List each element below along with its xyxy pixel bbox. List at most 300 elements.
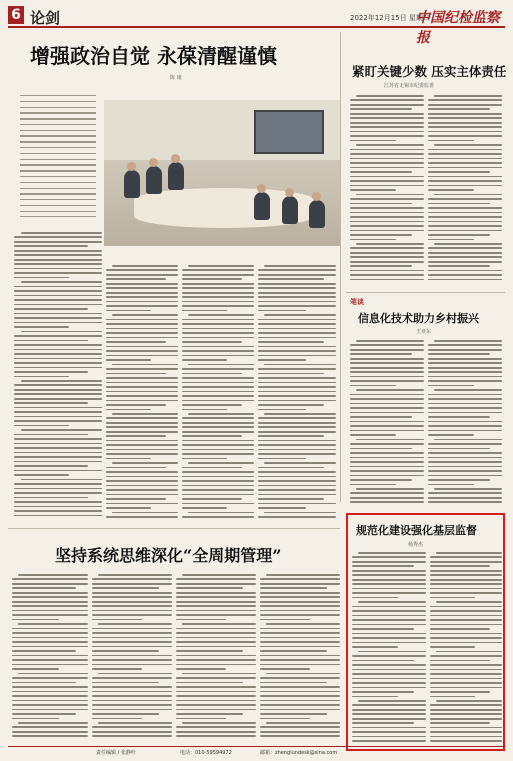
meeting-photo [104, 100, 340, 246]
text-line [182, 382, 254, 384]
text-line [356, 144, 424, 146]
text-line [266, 623, 340, 625]
text-line [428, 135, 502, 137]
pull-quote [20, 95, 96, 217]
page-footer [8, 746, 505, 758]
text-line [176, 605, 256, 607]
text-line [260, 646, 340, 648]
text-line [350, 484, 396, 486]
text-line [428, 448, 490, 450]
text-line [352, 704, 426, 706]
text-line [352, 565, 414, 567]
text-line [92, 700, 172, 702]
text-line [428, 153, 502, 155]
text-line [428, 256, 502, 258]
article-1-body [106, 265, 178, 522]
text-line [428, 461, 502, 463]
text-line [258, 332, 336, 334]
text-line [258, 323, 336, 325]
text-line [20, 112, 96, 113]
text-line [112, 314, 178, 316]
text-line [430, 736, 502, 738]
text-line [20, 124, 96, 125]
text-line [258, 319, 336, 321]
text-line [182, 377, 254, 379]
text-line [182, 373, 242, 375]
text-line [430, 678, 502, 680]
text-line [266, 673, 340, 675]
text-line [182, 400, 254, 402]
text-line [350, 371, 424, 373]
text-line [14, 250, 102, 252]
text-line [92, 718, 142, 720]
text-line [106, 391, 178, 393]
text-line [430, 597, 475, 599]
text-line [14, 492, 102, 494]
text-line [434, 144, 502, 146]
text-line [14, 488, 102, 490]
text-line [428, 385, 474, 387]
text-line [260, 596, 340, 598]
article-2-body [428, 95, 502, 287]
text-line [428, 99, 502, 101]
article-1-title: 增强政治自觉 永葆清醒谨慎 [30, 44, 277, 68]
text-line [14, 443, 102, 445]
text-line [428, 403, 502, 405]
text-line [350, 239, 396, 241]
text-line [106, 359, 151, 361]
text-line [92, 650, 159, 652]
text-line [350, 443, 424, 445]
text-line [352, 646, 398, 648]
text-line [12, 677, 88, 679]
issue-date: 2022年12月15日 星期四 [350, 14, 430, 22]
text-line [12, 691, 88, 693]
text-line [92, 735, 172, 737]
text-line [428, 104, 502, 106]
text-line [106, 328, 178, 330]
text-line [12, 650, 76, 652]
text-line [92, 695, 172, 697]
page-number: 6 [8, 6, 24, 24]
text-line [182, 368, 254, 370]
text-line [182, 417, 254, 419]
text-line [106, 310, 151, 312]
text-line [176, 682, 243, 684]
text-line [356, 340, 424, 342]
text-line [428, 149, 502, 151]
article-5-body [430, 552, 502, 746]
text-line [260, 682, 327, 684]
text-line [258, 341, 324, 343]
text-line [430, 664, 502, 666]
text-line [352, 713, 426, 715]
text-line [14, 506, 102, 508]
text-line [260, 655, 340, 657]
text-line [92, 682, 159, 684]
text-line [258, 274, 336, 276]
text-line [106, 283, 178, 285]
text-line [356, 488, 424, 490]
text-line [258, 377, 336, 379]
text-line [182, 722, 256, 724]
text-line [182, 350, 254, 352]
text-line [12, 668, 59, 670]
text-line [352, 669, 426, 671]
text-line [430, 669, 502, 671]
text-line [350, 358, 424, 360]
text-line [352, 682, 426, 684]
text-line [428, 425, 502, 427]
text-line [428, 421, 502, 423]
text-line [358, 651, 426, 653]
text-line [12, 601, 88, 603]
text-line [350, 234, 412, 236]
text-line [350, 122, 424, 124]
text-line [430, 610, 502, 612]
text-line [428, 470, 502, 472]
article-4-body [350, 340, 424, 508]
text-line [14, 515, 102, 517]
text-line [12, 664, 88, 666]
text-line [428, 407, 502, 409]
text-line [350, 461, 424, 463]
text-line [12, 718, 59, 720]
text-line [260, 587, 327, 589]
text-line [92, 583, 172, 585]
column-rule [340, 32, 341, 502]
text-line [14, 317, 102, 319]
text-line [350, 501, 424, 503]
text-line [428, 261, 502, 263]
text-line [182, 467, 242, 469]
text-line [14, 344, 102, 346]
text-line [352, 606, 426, 608]
text-line [182, 287, 254, 289]
article-1-byline: 陈 康 [170, 75, 182, 81]
text-line [176, 659, 256, 661]
text-line [430, 637, 502, 639]
text-line [176, 583, 256, 585]
text-line [428, 457, 502, 459]
text-line [428, 416, 490, 418]
text-line [182, 355, 254, 357]
article-3-body [176, 574, 256, 742]
text-line [350, 470, 424, 472]
text-line [12, 605, 88, 607]
text-line [182, 476, 254, 478]
text-line [350, 274, 424, 276]
text-line [106, 489, 178, 491]
text-line [92, 601, 172, 603]
text-line [14, 398, 102, 400]
text-line [258, 355, 336, 357]
text-line [430, 696, 475, 698]
text-line [14, 465, 88, 467]
text-line [106, 498, 166, 500]
text-line [106, 341, 166, 343]
text-line [12, 614, 88, 616]
text-line [428, 265, 490, 267]
text-line [182, 323, 254, 325]
text-line [258, 359, 306, 361]
text-line [258, 498, 324, 500]
article-3-title: 坚持系统思维深化“全周期管理” [55, 546, 282, 565]
text-line [434, 243, 502, 245]
text-line [350, 99, 424, 101]
text-line [352, 664, 426, 666]
text-line [350, 247, 424, 249]
text-line [176, 718, 226, 720]
text-line [92, 686, 172, 688]
footer-phone: 电话：010-59594972 [180, 750, 232, 756]
text-line [430, 592, 502, 594]
article-4-title: 信息化技术助力乡村振兴 [358, 312, 479, 325]
column-tag: 笔谈 [350, 298, 364, 306]
text-line [98, 722, 172, 724]
text-line [352, 740, 426, 742]
text-line [258, 503, 336, 505]
text-line [14, 474, 69, 476]
text-line [350, 367, 424, 369]
text-line [350, 131, 424, 133]
text-line [182, 485, 254, 487]
text-line [182, 422, 254, 424]
text-line [350, 430, 424, 432]
text-line [92, 637, 172, 639]
text-line [106, 453, 178, 455]
text-line [92, 691, 172, 693]
text-line [428, 252, 502, 254]
text-line [182, 574, 256, 576]
text-line [182, 305, 254, 307]
text-line [258, 287, 336, 289]
text-line [434, 439, 502, 441]
text-line [92, 578, 172, 580]
text-line [350, 207, 424, 209]
text-line [182, 409, 227, 411]
text-line [14, 277, 69, 279]
text-line [92, 704, 172, 706]
text-line [258, 507, 306, 509]
text-line [12, 659, 88, 661]
text-line [352, 588, 426, 590]
text-line [430, 722, 490, 724]
text-line [428, 358, 502, 360]
text-line [352, 687, 426, 689]
text-line [176, 695, 256, 697]
text-line [182, 516, 254, 518]
text-line [258, 476, 336, 478]
text-line [14, 313, 102, 315]
text-line [98, 574, 172, 576]
text-line [20, 147, 96, 148]
text-line [14, 452, 102, 454]
text-line [430, 570, 502, 572]
text-line [428, 380, 502, 382]
text-line [98, 673, 172, 675]
text-line [176, 650, 243, 652]
text-line [14, 340, 88, 342]
text-line [12, 713, 76, 715]
text-line [428, 430, 502, 432]
text-line [428, 216, 502, 218]
text-line [106, 382, 178, 384]
text-line [176, 713, 243, 715]
text-line [260, 628, 340, 630]
text-line [260, 632, 340, 634]
text-line [12, 583, 88, 585]
text-line [350, 434, 396, 436]
text-line [20, 199, 96, 200]
text-line [106, 516, 178, 518]
text-line [430, 660, 490, 662]
text-line [260, 583, 340, 585]
text-line [14, 510, 102, 512]
text-line [260, 619, 310, 621]
text-line [182, 489, 254, 491]
text-line [258, 305, 336, 307]
text-line [358, 700, 426, 702]
text-line [106, 373, 166, 375]
text-line [352, 556, 426, 558]
text-line [14, 434, 88, 436]
text-line [182, 453, 254, 455]
text-line [106, 377, 178, 379]
text-line [350, 140, 396, 142]
text-line [106, 305, 178, 307]
text-line [258, 471, 336, 473]
text-line [264, 265, 336, 267]
text-line [20, 188, 96, 189]
text-line [352, 624, 426, 626]
text-line [92, 713, 159, 715]
article-4-body [428, 340, 502, 508]
text-line [182, 449, 254, 451]
text-line [14, 411, 102, 413]
text-line [20, 193, 96, 194]
text-line [260, 605, 340, 607]
text-line [258, 346, 336, 348]
text-line [258, 431, 336, 433]
text-line [14, 241, 102, 243]
text-line [14, 367, 102, 369]
text-line [176, 646, 256, 648]
text-line [350, 261, 424, 263]
text-line [350, 185, 424, 187]
text-line [14, 407, 102, 409]
text-line [188, 265, 254, 267]
text-line [12, 610, 88, 612]
text-line [20, 101, 96, 102]
text-line [106, 278, 166, 280]
text-line [176, 596, 256, 598]
text-line [352, 718, 426, 720]
text-line [182, 623, 256, 625]
text-line [12, 735, 88, 737]
text-line [428, 274, 502, 276]
text-line [258, 444, 336, 446]
text-line [430, 588, 502, 590]
text-line [428, 212, 502, 214]
article-1-body [182, 265, 254, 522]
text-line [106, 426, 178, 428]
text-line [258, 417, 336, 419]
text-line [12, 726, 88, 728]
text-line [176, 686, 256, 688]
text-line [350, 113, 424, 115]
text-line [350, 425, 424, 427]
text-line [264, 462, 336, 464]
text-line [260, 718, 310, 720]
text-line [428, 279, 502, 281]
text-line [428, 484, 474, 486]
text-line [14, 263, 102, 265]
text-line [92, 587, 159, 589]
text-line [14, 371, 88, 373]
text-line [350, 497, 424, 499]
article-2-body [350, 95, 424, 287]
text-line [352, 642, 426, 644]
text-line [350, 421, 424, 423]
text-line [176, 592, 256, 594]
text-line [428, 466, 502, 468]
text-line [428, 371, 502, 373]
text-line [182, 301, 254, 303]
text-line [266, 574, 340, 576]
text-line [356, 95, 424, 97]
text-line [260, 592, 340, 594]
text-line [350, 153, 424, 155]
text-line [21, 331, 102, 333]
text-line [430, 727, 502, 729]
text-line [428, 221, 502, 223]
text-line [428, 376, 502, 378]
text-line [14, 461, 102, 463]
text-line [12, 637, 88, 639]
text-line [21, 429, 102, 431]
text-line [112, 265, 178, 267]
text-line [21, 479, 102, 481]
text-line [428, 412, 502, 414]
text-line [106, 368, 178, 370]
text-line [436, 552, 502, 554]
text-line [352, 691, 414, 693]
text-line [14, 299, 102, 301]
text-line [182, 458, 227, 460]
text-line [21, 380, 102, 382]
text-line [176, 655, 256, 657]
text-line [352, 709, 426, 711]
text-line [12, 700, 88, 702]
text-line [356, 389, 424, 391]
text-line [428, 158, 502, 160]
text-line [430, 687, 502, 689]
text-line [182, 341, 242, 343]
text-line [12, 731, 88, 733]
text-line [430, 673, 502, 675]
text-line [106, 476, 178, 478]
text-line [106, 471, 178, 473]
text-line [428, 203, 490, 205]
text-line [350, 171, 412, 173]
text-line [428, 434, 474, 436]
text-line [350, 216, 424, 218]
text-line [176, 691, 256, 693]
text-line [182, 310, 227, 312]
text-line [106, 485, 178, 487]
text-line [106, 301, 178, 303]
